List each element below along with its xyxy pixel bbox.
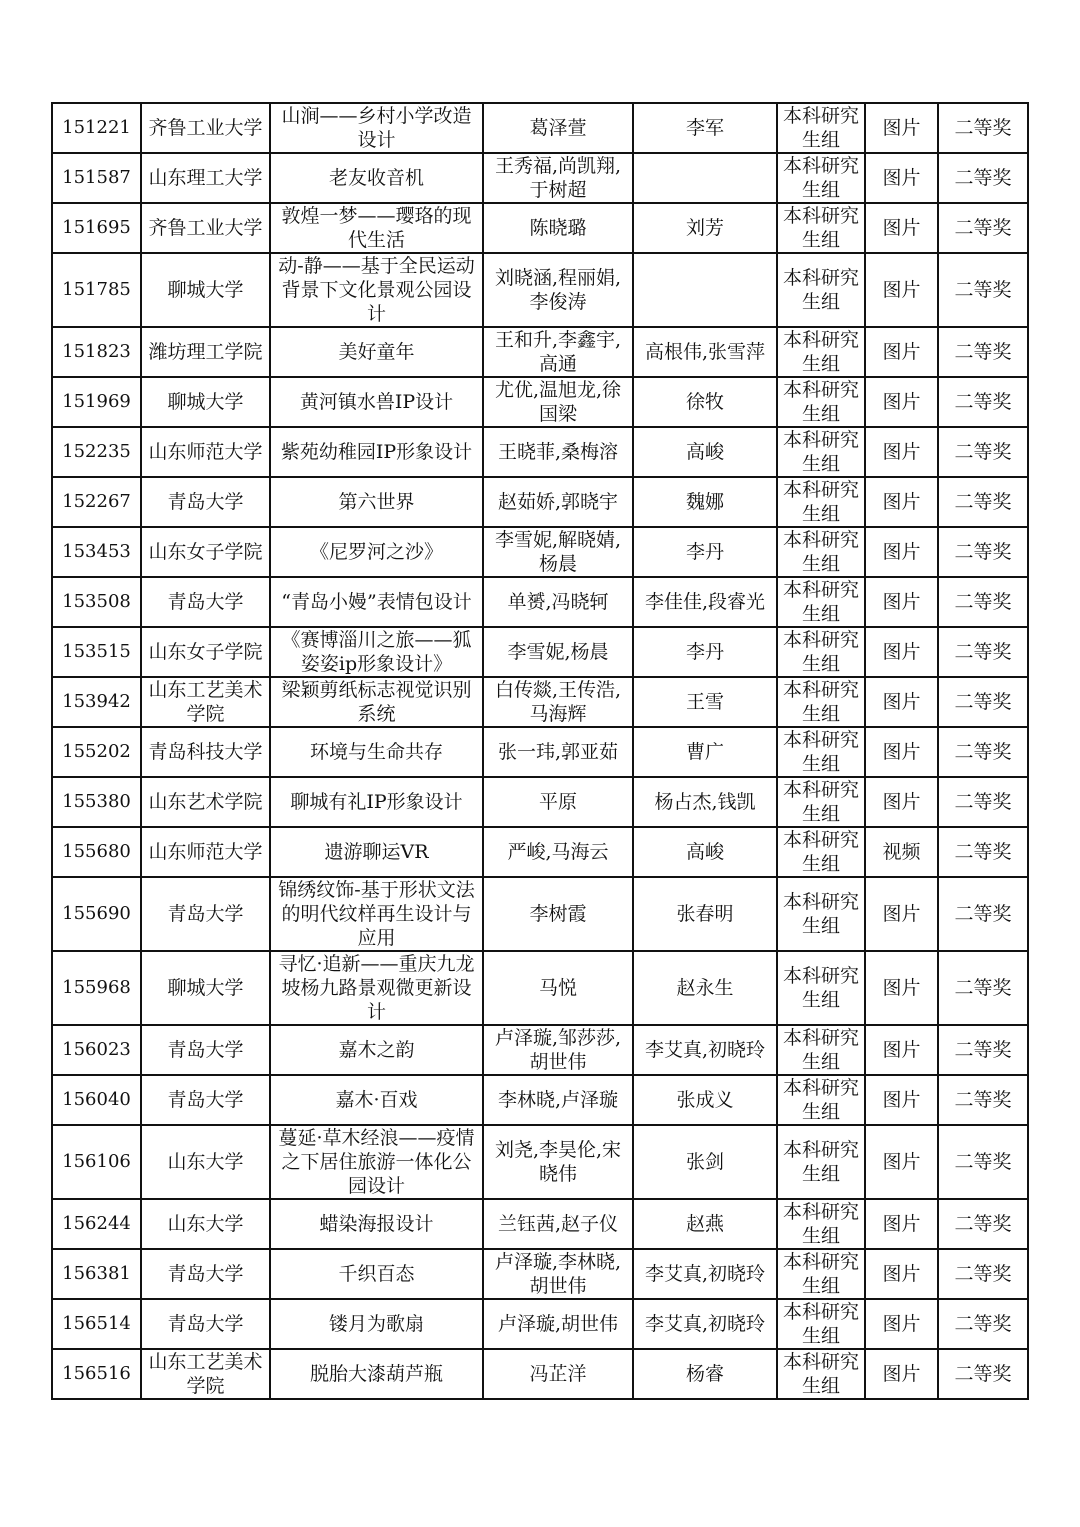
work-title-cell: 山涧——乡村小学改造设计 (270, 103, 483, 153)
school-name-cell: 聊城大学 (141, 377, 270, 427)
media-type-cell: 图片 (865, 627, 938, 677)
media-type-cell: 图片 (865, 253, 938, 327)
school-name-cell: 山东大学 (141, 1199, 270, 1249)
student-names-cell: 葛泽萱 (483, 103, 633, 153)
award-level-cell: 二等奖 (938, 877, 1028, 951)
advisor-names-cell (633, 253, 777, 327)
media-type-cell: 视频 (865, 827, 938, 877)
media-type-cell: 图片 (865, 153, 938, 203)
award-level-cell: 二等奖 (938, 677, 1028, 727)
entry-id-cell: 151785 (52, 253, 141, 327)
media-type-cell: 图片 (865, 203, 938, 253)
table-row (52, 477, 1028, 527)
entry-id-cell: 155380 (52, 777, 141, 827)
entry-id-cell: 155680 (52, 827, 141, 877)
category-cell: 本科研究生组 (777, 877, 865, 951)
category-cell: 本科研究生组 (777, 627, 865, 677)
student-names-cell: 王秀福,尚凯翔,于树超 (483, 153, 633, 203)
table-row (52, 1125, 1028, 1199)
advisor-names-cell: 李丹 (633, 527, 777, 577)
advisor-names-cell: 李艾真,初晓玲 (633, 1249, 777, 1299)
advisor-names-cell: 杨睿 (633, 1349, 777, 1399)
table-row (52, 727, 1028, 777)
school-name-cell: 青岛大学 (141, 1299, 270, 1349)
student-names-cell: 卢泽璇,胡世伟 (483, 1299, 633, 1349)
work-title-cell: 美好童年 (270, 327, 483, 377)
advisor-names-cell: 高峻 (633, 427, 777, 477)
school-name-cell: 齐鲁工业大学 (141, 203, 270, 253)
work-title-cell: 第六世界 (270, 477, 483, 527)
work-title-cell: “青岛小嫚”表情包设计 (270, 577, 483, 627)
award-level-cell: 二等奖 (938, 1349, 1028, 1399)
media-type-cell: 图片 (865, 527, 938, 577)
school-name-cell: 山东女子学院 (141, 527, 270, 577)
work-title-cell: 黄河镇水兽IP设计 (270, 377, 483, 427)
table-row (52, 1349, 1028, 1399)
work-title-cell: 嘉木·百戏 (270, 1075, 483, 1125)
advisor-names-cell: 赵永生 (633, 951, 777, 1025)
advisor-names-cell: 高峻 (633, 827, 777, 877)
entry-id-cell: 155690 (52, 877, 141, 951)
school-name-cell: 山东大学 (141, 1125, 270, 1199)
table-row (52, 577, 1028, 627)
entry-id-cell: 151695 (52, 203, 141, 253)
student-names-cell: 卢泽璇,李林晓,胡世伟 (483, 1249, 633, 1299)
media-type-cell: 图片 (865, 1349, 938, 1399)
media-type-cell: 图片 (865, 951, 938, 1025)
work-title-cell: 紫苑幼稚园IP形象设计 (270, 427, 483, 477)
advisor-names-cell: 李艾真,初晓玲 (633, 1025, 777, 1075)
entry-id-cell: 153453 (52, 527, 141, 577)
award-level-cell: 二等奖 (938, 527, 1028, 577)
student-names-cell: 严峻,马海云 (483, 827, 633, 877)
student-names-cell: 李树霞 (483, 877, 633, 951)
student-names-cell: 张一玮,郭亚茹 (483, 727, 633, 777)
award-level-cell: 二等奖 (938, 777, 1028, 827)
media-type-cell: 图片 (865, 727, 938, 777)
advisor-names-cell: 曹广 (633, 727, 777, 777)
school-name-cell: 山东工艺美术学院 (141, 677, 270, 727)
school-name-cell: 齐鲁工业大学 (141, 103, 270, 153)
work-title-cell: 环境与生命共存 (270, 727, 483, 777)
media-type-cell: 图片 (865, 327, 938, 377)
media-type-cell: 图片 (865, 877, 938, 951)
work-title-cell: 《赛博淄川之旅——狐姿姿ip形象设计》 (270, 627, 483, 677)
award-level-cell: 二等奖 (938, 1249, 1028, 1299)
media-type-cell: 图片 (865, 777, 938, 827)
advisor-names-cell: 魏娜 (633, 477, 777, 527)
student-names-cell: 卢泽璇,邹莎莎,胡世伟 (483, 1025, 633, 1075)
student-names-cell: 冯芷洋 (483, 1349, 633, 1399)
category-cell: 本科研究生组 (777, 153, 865, 203)
category-cell: 本科研究生组 (777, 327, 865, 377)
work-title-cell: 梁颖剪纸标志视觉识别系统 (270, 677, 483, 727)
award-level-cell: 二等奖 (938, 951, 1028, 1025)
school-name-cell: 青岛大学 (141, 477, 270, 527)
category-cell: 本科研究生组 (777, 477, 865, 527)
advisor-names-cell: 李军 (633, 103, 777, 153)
category-cell: 本科研究生组 (777, 203, 865, 253)
school-name-cell: 青岛大学 (141, 1249, 270, 1299)
student-names-cell: 王和升,李鑫宇,高通 (483, 327, 633, 377)
media-type-cell: 图片 (865, 1125, 938, 1199)
work-title-cell: 寻忆·追新——重庆九龙坡杨九路景观微更新设计 (270, 951, 483, 1025)
entry-id-cell: 156106 (52, 1125, 141, 1199)
advisor-names-cell: 高根伟,张雪萍 (633, 327, 777, 377)
advisor-names-cell: 李艾真,初晓玲 (633, 1299, 777, 1349)
media-type-cell: 图片 (865, 1025, 938, 1075)
school-name-cell: 山东师范大学 (141, 827, 270, 877)
work-title-cell: 蔓延·草木经浪——疫情之下居住旅游一体化公园设计 (270, 1125, 483, 1199)
media-type-cell: 图片 (865, 103, 938, 153)
category-cell: 本科研究生组 (777, 427, 865, 477)
student-names-cell: 兰钰茜,赵子仪 (483, 1199, 633, 1249)
school-name-cell: 潍坊理工学院 (141, 327, 270, 377)
advisor-names-cell: 张成义 (633, 1075, 777, 1125)
work-title-cell: 遗游聊运VR (270, 827, 483, 877)
school-name-cell: 聊城大学 (141, 253, 270, 327)
entry-id-cell: 153515 (52, 627, 141, 677)
category-cell: 本科研究生组 (777, 827, 865, 877)
media-type-cell: 图片 (865, 577, 938, 627)
work-title-cell: 嘉木之韵 (270, 1025, 483, 1075)
media-type-cell: 图片 (865, 1249, 938, 1299)
student-names-cell: 尤优,温旭龙,徐国梁 (483, 377, 633, 427)
award-level-cell: 二等奖 (938, 253, 1028, 327)
entry-id-cell: 156381 (52, 1249, 141, 1299)
entry-id-cell: 153942 (52, 677, 141, 727)
category-cell: 本科研究生组 (777, 1199, 865, 1249)
entry-id-cell: 151969 (52, 377, 141, 427)
media-type-cell: 图片 (865, 1075, 938, 1125)
category-cell: 本科研究生组 (777, 777, 865, 827)
award-level-cell: 二等奖 (938, 377, 1028, 427)
school-name-cell: 聊城大学 (141, 951, 270, 1025)
award-level-cell: 二等奖 (938, 327, 1028, 377)
media-type-cell: 图片 (865, 1299, 938, 1349)
work-title-cell: 《尼罗河之沙》 (270, 527, 483, 577)
school-name-cell: 山东工艺美术学院 (141, 1349, 270, 1399)
student-names-cell: 刘尧,李昊伦,宋晓伟 (483, 1125, 633, 1199)
work-title-cell: 聊城有礼IP形象设计 (270, 777, 483, 827)
table-row (52, 951, 1028, 1025)
table-row (52, 1075, 1028, 1125)
award-level-cell: 二等奖 (938, 627, 1028, 677)
table-row (52, 1299, 1028, 1349)
entry-id-cell: 156514 (52, 1299, 141, 1349)
category-cell: 本科研究生组 (777, 253, 865, 327)
work-title-cell: 敦煌一梦——璎珞的现代生活 (270, 203, 483, 253)
school-name-cell: 山东女子学院 (141, 627, 270, 677)
entry-id-cell: 151823 (52, 327, 141, 377)
school-name-cell: 青岛大学 (141, 877, 270, 951)
award-level-cell: 二等奖 (938, 1125, 1028, 1199)
work-title-cell: 脱胎大漆葫芦瓶 (270, 1349, 483, 1399)
category-cell: 本科研究生组 (777, 1349, 865, 1399)
category-cell: 本科研究生组 (777, 727, 865, 777)
school-name-cell: 青岛大学 (141, 1025, 270, 1075)
table-row (52, 203, 1028, 253)
table-row (52, 777, 1028, 827)
media-type-cell: 图片 (865, 1199, 938, 1249)
table-row (52, 527, 1028, 577)
award-level-cell: 二等奖 (938, 1199, 1028, 1249)
advisor-names-cell: 李丹 (633, 627, 777, 677)
entry-id-cell: 156244 (52, 1199, 141, 1249)
awards-table (51, 102, 1029, 1400)
category-cell: 本科研究生组 (777, 377, 865, 427)
table-row (52, 253, 1028, 327)
category-cell: 本科研究生组 (777, 1299, 865, 1349)
advisor-names-cell (633, 153, 777, 203)
school-name-cell: 山东理工大学 (141, 153, 270, 203)
entry-id-cell: 152235 (52, 427, 141, 477)
student-names-cell: 李林晓,卢泽璇 (483, 1075, 633, 1125)
advisor-names-cell: 王雪 (633, 677, 777, 727)
entry-id-cell: 156023 (52, 1025, 141, 1075)
table-row (52, 827, 1028, 877)
student-names-cell: 李雪妮,解晓婧,杨晨 (483, 527, 633, 577)
table-row (52, 377, 1028, 427)
award-level-cell: 二等奖 (938, 1025, 1028, 1075)
student-names-cell: 白传燚,王传浩,马海辉 (483, 677, 633, 727)
school-name-cell: 青岛大学 (141, 577, 270, 627)
media-type-cell: 图片 (865, 427, 938, 477)
entry-id-cell: 152267 (52, 477, 141, 527)
table-row (52, 153, 1028, 203)
award-level-cell: 二等奖 (938, 577, 1028, 627)
award-level-cell: 二等奖 (938, 103, 1028, 153)
award-level-cell: 二等奖 (938, 727, 1028, 777)
work-title-cell: 老友收音机 (270, 153, 483, 203)
work-title-cell: 动-静——基于全民运动背景下文化景观公园设计 (270, 253, 483, 327)
school-name-cell: 青岛大学 (141, 1075, 270, 1125)
category-cell: 本科研究生组 (777, 577, 865, 627)
table-row (52, 627, 1028, 677)
media-type-cell: 图片 (865, 477, 938, 527)
work-title-cell: 蜡染海报设计 (270, 1199, 483, 1249)
category-cell: 本科研究生组 (777, 1249, 865, 1299)
category-cell: 本科研究生组 (777, 103, 865, 153)
award-level-cell: 二等奖 (938, 1299, 1028, 1349)
category-cell: 本科研究生组 (777, 1025, 865, 1075)
award-level-cell: 二等奖 (938, 153, 1028, 203)
awards-table-body (52, 103, 1028, 1399)
advisor-names-cell: 杨占杰,钱凯 (633, 777, 777, 827)
student-names-cell: 平原 (483, 777, 633, 827)
media-type-cell: 图片 (865, 377, 938, 427)
table-row (52, 1025, 1028, 1075)
student-names-cell: 刘晓涵,程丽娟,李俊涛 (483, 253, 633, 327)
student-names-cell: 陈晓璐 (483, 203, 633, 253)
work-title-cell: 镂月为歌扇 (270, 1299, 483, 1349)
award-level-cell: 二等奖 (938, 1075, 1028, 1125)
work-title-cell: 千织百态 (270, 1249, 483, 1299)
entry-id-cell: 155968 (52, 951, 141, 1025)
student-names-cell: 王晓菲,桑梅溶 (483, 427, 633, 477)
award-level-cell: 二等奖 (938, 477, 1028, 527)
advisor-names-cell: 张剑 (633, 1125, 777, 1199)
award-level-cell: 二等奖 (938, 203, 1028, 253)
media-type-cell: 图片 (865, 677, 938, 727)
advisor-names-cell: 张春明 (633, 877, 777, 951)
category-cell: 本科研究生组 (777, 1075, 865, 1125)
entry-id-cell: 153508 (52, 577, 141, 627)
student-names-cell: 马悦 (483, 951, 633, 1025)
entry-id-cell: 151221 (52, 103, 141, 153)
table-row (52, 427, 1028, 477)
entry-id-cell: 155202 (52, 727, 141, 777)
school-name-cell: 山东艺术学院 (141, 777, 270, 827)
student-names-cell: 单赟,冯晓轲 (483, 577, 633, 627)
entry-id-cell: 156040 (52, 1075, 141, 1125)
category-cell: 本科研究生组 (777, 677, 865, 727)
advisor-names-cell: 徐牧 (633, 377, 777, 427)
category-cell: 本科研究生组 (777, 1125, 865, 1199)
entry-id-cell: 156516 (52, 1349, 141, 1399)
work-title-cell: 锦绣纹饰-基于形状文法的明代纹样再生设计与应用 (270, 877, 483, 951)
entry-id-cell: 151587 (52, 153, 141, 203)
student-names-cell: 赵茹娇,郭晓宇 (483, 477, 633, 527)
table-row (52, 103, 1028, 153)
table-row (52, 1199, 1028, 1249)
student-names-cell: 李雪妮,杨晨 (483, 627, 633, 677)
table-row (52, 677, 1028, 727)
award-level-cell: 二等奖 (938, 427, 1028, 477)
award-level-cell: 二等奖 (938, 827, 1028, 877)
table-row (52, 877, 1028, 951)
category-cell: 本科研究生组 (777, 527, 865, 577)
advisor-names-cell: 李佳佳,段睿光 (633, 577, 777, 627)
school-name-cell: 山东师范大学 (141, 427, 270, 477)
table-row (52, 327, 1028, 377)
school-name-cell: 青岛科技大学 (141, 727, 270, 777)
table-row (52, 1249, 1028, 1299)
advisor-names-cell: 赵燕 (633, 1199, 777, 1249)
advisor-names-cell: 刘芳 (633, 203, 777, 253)
category-cell: 本科研究生组 (777, 951, 865, 1025)
